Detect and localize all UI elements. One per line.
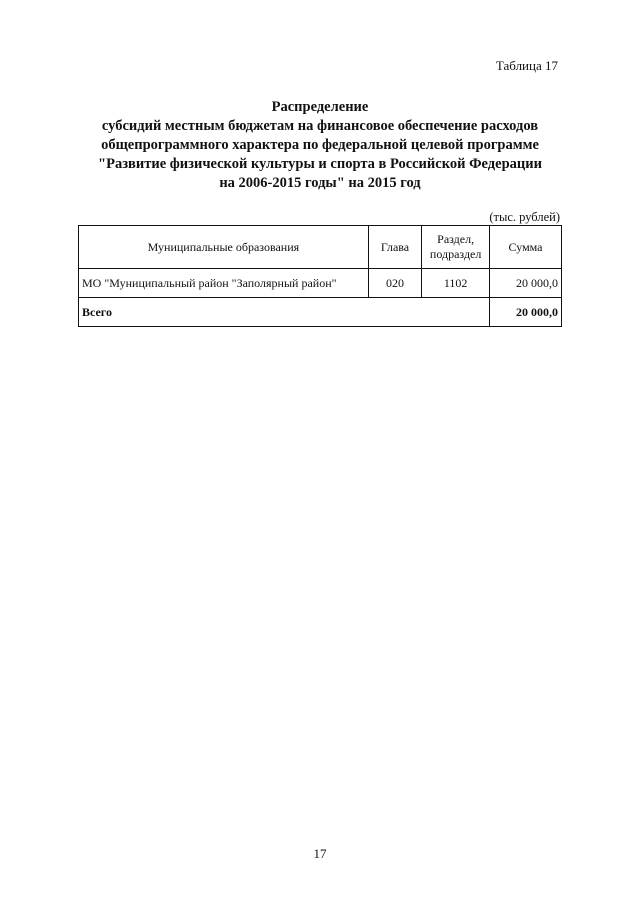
cell-razdel: 1102 <box>422 269 490 298</box>
cell-summa: 20 000,0 <box>490 269 562 298</box>
table-header-row <box>79 226 562 269</box>
total-label: Всего <box>79 298 490 327</box>
title-line-4: "Развитие физической культуры и спорта в Российской Федерации <box>98 156 542 172</box>
units-note: (тыс. рублей) <box>489 210 560 224</box>
document-title <box>60 98 580 193</box>
header-razdel-line2: подраздел <box>429 247 482 261</box>
title-line-3: общепрограммного характера по федеральной целевой программе <box>101 137 539 153</box>
table-row <box>79 269 562 298</box>
total-row <box>79 298 562 327</box>
header-municipalities: Муниципальные образования <box>79 226 369 269</box>
total-summa: 20 000,0 <box>490 298 562 327</box>
table-number-label: Таблица 17 <box>495 58 558 73</box>
header-glava: Глава <box>368 226 421 269</box>
distribution-table <box>78 225 562 327</box>
cell-glava: 020 <box>368 269 421 298</box>
title-line-1: Распределение <box>271 99 369 115</box>
cell-municipality-name: МО "Муниципальный район "Заполярный район" <box>79 269 369 298</box>
title-line-2: субсидий местным бюджетам на финансовое обеспечение расходов <box>101 118 539 134</box>
header-summa: Сумма <box>490 226 562 269</box>
title-line-5: на 2006-2015 годы" на 2015 год <box>219 175 421 191</box>
header-razdel <box>422 226 490 269</box>
header-razdel-line1: Раздел, <box>437 232 475 246</box>
page-number: 17 <box>313 846 327 861</box>
